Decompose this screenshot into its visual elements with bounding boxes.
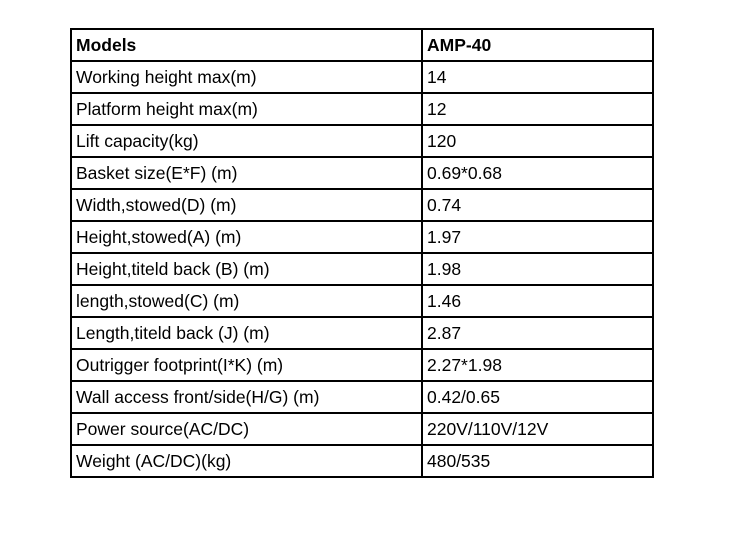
row-value-cell: 1.46 — [422, 285, 653, 317]
row-label-cell: Basket size(E*F) (m) — [71, 157, 422, 189]
header-label-cell: Models — [71, 29, 422, 61]
row-label-cell: Wall access front/side(H/G) (m) — [71, 381, 422, 413]
row-value-cell: 12 — [422, 93, 653, 125]
row-label-cell: Working height max(m) — [71, 61, 422, 93]
table-row — [71, 189, 653, 221]
row-value-cell: 220V/110V/12V — [422, 413, 653, 445]
row-label-cell: Outrigger footprint(I*K) (m) — [71, 349, 422, 381]
spec-table — [70, 28, 654, 478]
row-value-cell: 0.74 — [422, 189, 653, 221]
table-header-row — [71, 29, 653, 61]
row-label-cell: Height,stowed(A) (m) — [71, 221, 422, 253]
row-label-cell: Height,titeld back (B) (m) — [71, 253, 422, 285]
table-row — [71, 221, 653, 253]
row-value-cell: 2.27*1.98 — [422, 349, 653, 381]
table-row — [71, 381, 653, 413]
row-label-cell: length,stowed(C) (m) — [71, 285, 422, 317]
row-value-cell: 14 — [422, 61, 653, 93]
table-row — [71, 349, 653, 381]
row-value-cell: 0.42/0.65 — [422, 381, 653, 413]
row-value-cell: 1.98 — [422, 253, 653, 285]
table-row — [71, 125, 653, 157]
table-row — [71, 157, 653, 189]
table-row — [71, 317, 653, 349]
row-label-cell: Lift capacity(kg) — [71, 125, 422, 157]
row-value-cell: 120 — [422, 125, 653, 157]
row-label-cell: Width,stowed(D) (m) — [71, 189, 422, 221]
table-row — [71, 413, 653, 445]
header-value-cell: AMP-40 — [422, 29, 653, 61]
table-row — [71, 61, 653, 93]
table-row — [71, 93, 653, 125]
row-label-cell: Power source(AC/DC) — [71, 413, 422, 445]
table-row — [71, 445, 653, 477]
row-label-cell: Weight (AC/DC)(kg) — [71, 445, 422, 477]
row-label-cell: Length,titeld back (J) (m) — [71, 317, 422, 349]
table-row — [71, 253, 653, 285]
row-value-cell: 0.69*0.68 — [422, 157, 653, 189]
row-label-cell: Platform height max(m) — [71, 93, 422, 125]
table-row — [71, 285, 653, 317]
row-value-cell: 2.87 — [422, 317, 653, 349]
row-value-cell: 480/535 — [422, 445, 653, 477]
row-value-cell: 1.97 — [422, 221, 653, 253]
